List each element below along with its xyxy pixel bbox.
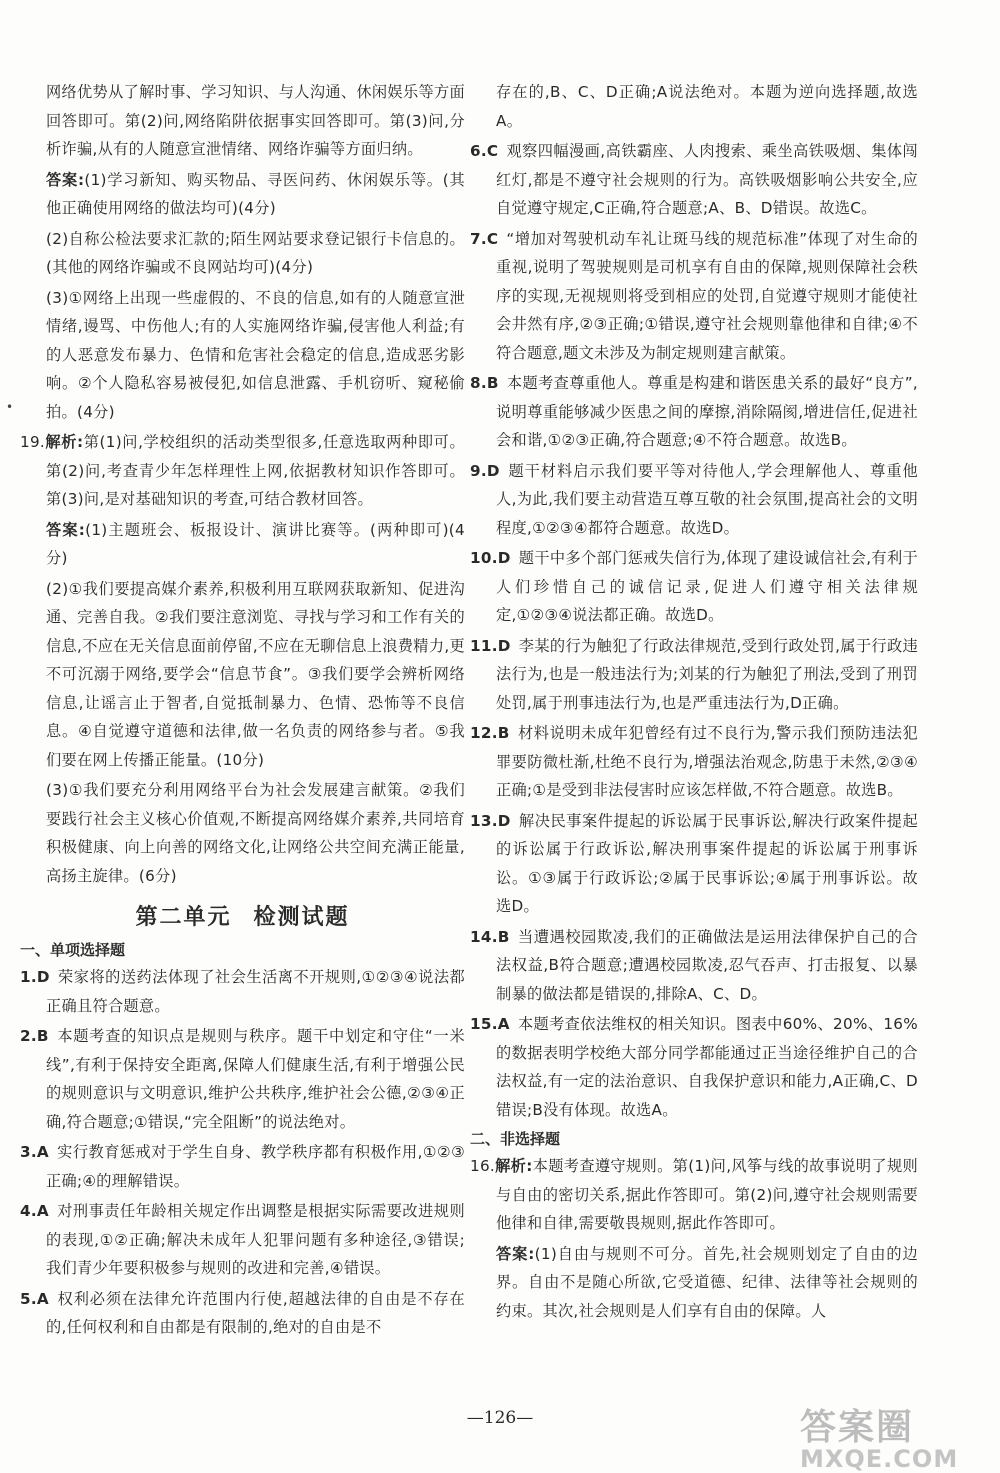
list-item (20, 1138, 465, 1195)
answer-part-1 (20, 166, 465, 223)
item-text: 当遭遇校园欺凌,我们的正确做法是运用法律保护自己的合法权益,B符合题意;遭遇校园欺凌,忍气吞声、打击报复、以暴制暴的做法都是错误的,排除A、C、D。 (496, 927, 918, 1003)
analysis-text: 第(1)问,学校组织的活动类型很多,任意选取两种即可。第(2)问,考查青少年怎样理性上网,依据教材知识作答即可。第(3)问,是对基础知识的考查,可结合教材回答。 (46, 433, 465, 508)
item-text: “增加对驾驶机动车礼让斑马线的规范标准”体现了对生命的重视,说明了驾驶规则是司机享有自由的保障,规则保障社会秩序的实现,无视规则将受到相应的处罚,自觉遵守规则才能使社会井然有序,②③正确;①错误,遵守社会规则靠他律和自律;④不符合题意,题文未涉及为制定规则建言献策。 (496, 229, 918, 362)
unit-title-main: 第二单元 (135, 904, 232, 930)
item-text: 对刑事责任年龄相关规定作出调整是根据实际需要改进规则的表现,①②正确;解决未成年人犯罪问题有多种途径,③错误;我们青少年要积极参与规则的改进和完善,④错误。 (46, 1202, 465, 1277)
list-item (470, 923, 918, 1009)
item-number: 7.C (470, 229, 499, 248)
question-16-answer (470, 1240, 918, 1326)
list-item (470, 225, 918, 368)
item-number: 1.D (20, 968, 50, 986)
answer-text: (1)主题班会、板报设计、演讲比赛等。(两种即可)(4分) (46, 520, 465, 567)
answer-part-2: (2)自称公检法要求汇款的;陌生网站要求登记银行卡信息的。(其他的网络诈骗或不良网站均可)(4分) (46, 229, 465, 276)
answer-text: (1)学习新知、购买物品、寻医问药、休闲娱乐等。(其他正确使用网络的做法均可)(4分) (46, 170, 465, 217)
item-text: 本题考查的知识点是规则与秩序。题干中划定和守住“一米线”,有利于保持安全距离,保障人们健康生活,有利于增强公民的规则意识与文明意识,维护公共秩序,维护社会公德,②③④正确,符合题意;①错误,“完全阻断”的说法绝对。 (46, 1027, 465, 1131)
unit-title (20, 900, 465, 931)
item-text: 题干材料启示我们要平等对待他人,学会理解他人、尊重他人,为此,我们要主动营造互尊互敬的社会氛围,提高社会的文明程度,①②③④都符合题意。故选D。 (496, 461, 918, 537)
item-number: 11.D (470, 636, 511, 655)
list-item (470, 632, 918, 718)
item-continuation: 存在的,B、C、D正确;A说法绝对。本题为逆向选择题,故选A。 (496, 83, 918, 130)
list-item (470, 544, 918, 630)
list-item (470, 369, 918, 455)
item-number: 4.A (20, 1202, 49, 1220)
item-number: 6.C (470, 142, 499, 160)
item-text: 本题考查依法维权的相关知识。图表中60%、20%、16%的数据表明学校绝大部分同学都能通过正当途径维护自己的合法权益,有一定的法治意识、自我保护意识和能力,A正确,C、D错误;B没有体现。故选A。 (496, 1015, 918, 1119)
section-heading-choice: 一、单项选择题 (20, 941, 126, 959)
item-text: 解决民事案件提起的诉讼属于民事诉讼,解决行政案件提起的诉讼属于行政诉讼,解决刑事案件提起的诉讼属于刑事诉讼。①③属于行政诉讼;②属于民事诉讼;④属于刑事诉讼。故选D。 (496, 811, 918, 915)
answer-label: 答案: (46, 520, 86, 539)
item-text: 观察四幅漫画,高铁霸座、人肉搜索、乘坐高铁吸烟、集体闯红灯,都是不遵守社会规则的行为。高铁吸烟影响公共安全,应自觉遵守规定,C正确,符合题意;A、B、D错误。故选C。 (496, 142, 918, 217)
analysis-continuation: 网络优势从了解时事、学习知识、与人沟通、休闲娱乐等方面回答即可。第(2)问,网络陷阱依据事实回答即可。第(3)问,分析诈骗,从有的人随意宣泄情绪、网络诈骗等方面归纳。 (46, 83, 465, 158)
watermark-logo (800, 1407, 996, 1473)
answer-part-3: (3)①网络上出现一些虚假的、不良的信息,如有的人随意宣泄情绪,谩骂、中伤他人;有的人实施网络诈骗,侵害他人利益;有的人恶意发布暴力、色情和危害社会稳定的信息,造成恶劣影响。②个人隐私容易被侵犯,如信息泄露、手机窃听、窥秘偷拍。(4分) (46, 288, 465, 421)
item-number: 5.A (20, 1289, 49, 1308)
answer-label: 答案: (46, 170, 85, 189)
list-item (20, 963, 465, 1020)
item-text: 荣家将的送药法体现了社会生活离不开规则,①②③④说法都正确且符合题意。 (46, 968, 465, 1015)
analysis-label: 解析: (45, 433, 84, 451)
page-number: —126— (466, 1408, 534, 1428)
item-number: 2.B (20, 1027, 49, 1045)
list-item (20, 1197, 465, 1283)
item-text: 实行教育惩戒对于学生自身、教学秩序都有积极作用,①②③正确;④的理解错误。 (46, 1143, 465, 1190)
right-column (470, 78, 918, 1327)
watermark-logo-text: 答案圈 (800, 1407, 915, 1448)
item-number: 13.D (470, 811, 511, 830)
item-text: 本题考查尊重他人。尊重是构建和谐医患关系的最好“良方”,说明尊重能够减少医患之间的摩擦,消除隔阂,增进信任,促进社会和谐,①②③正确,符合题意;④不符合题意。故选B。 (496, 374, 918, 449)
list-item (20, 1022, 465, 1136)
question-16-analysis (470, 1152, 918, 1238)
answer-text: (1)自由与规则不可分。首先,社会规则划定了自由的边界。自由不是随心所欲,它受道德、纪律、法律等社会规则的约束。其次,社会规则是人们享有自由的保障。人 (496, 1244, 919, 1320)
question-number: 19. (20, 433, 46, 451)
question-19-answer-1 (20, 516, 465, 573)
left-column (20, 78, 465, 1344)
item-text: 材料说明未成年犯曾经有过不良行为,警示我们预防违法犯罪要防微杜渐,杜绝不良行为,增强法治观念,防患于未然,②③④正确;①是受到非法侵害时应该怎样做,不符合题意。故选B。 (496, 724, 918, 799)
item-number: 14.B (470, 927, 510, 946)
question-number: 16. (470, 1157, 496, 1175)
item-number: 9.D (470, 461, 500, 480)
item-text: 李某的行为触犯了行政法律规范,受到行政处罚,属于行政违法行为,也是一般违法行为;刘某的行为触犯了刑法,受到了刑罚处罚,属于刑事违法行为,也是严重违法行为,D正确。 (496, 636, 918, 712)
question-19-answer-2: (2)①我们要提高媒介素养,积极利用互联网获取新知、促进沟通、完善自我。②我们要注意浏览、寻找与学习和工作有关的信息,不应在无关信息面前停留,不应在无聊信息上浪费精力,更不可沉溺于网络,要学会“信息节食”。③我们要学会辨析网络信息,让谣言止于智者,自觉抵制暴力、色情、恐怖等不良信息。④自觉遵守道德和法律,做一名负责的网络参与者。⑤我们要在网上传播正能量。(10分) (46, 579, 465, 769)
question-19-answer-3: (3)①我们要充分利用网络平台为社会发展建言献策。②我们要践行社会主义核心价值观,不断提高网络媒介素养,共同培育积极健康、向上向善的网络文化,让网络公共空间充满正能量,高扬主旋律。(6分) (46, 781, 465, 885)
list-item (20, 1285, 465, 1342)
item-number: 8.B (470, 374, 499, 392)
list-item (470, 137, 918, 223)
item-text: 权利必须在法律允许范围内行使,超越法律的自由是不存在的,任何权利和自由都是有限制的,绝对的自由是不 (46, 1289, 465, 1336)
item-number: 12.B (470, 724, 510, 742)
list-item (470, 457, 918, 543)
watermark-url: MXQE.COM (800, 1445, 959, 1473)
analysis-text: 本题考查遵守规则。第(1)问,风筝与线的故事说明了规则与自由的密切关系,据此作答即可。第(2)问,遵守社会规则需要他律和自律,需要敬畏规则,据此作答即可。 (496, 1157, 918, 1232)
item-number: 10.D (470, 549, 511, 567)
list-item (470, 807, 918, 921)
scan-mark: • (6, 400, 14, 414)
unit-title-sub: 检测试题 (253, 904, 350, 930)
item-number: 3.A (20, 1143, 49, 1161)
question-19-analysis (20, 428, 465, 514)
item-text: 题干中多个部门惩戒失信行为,体现了建设诚信社会,有利于人们珍惜自己的诚信记录,促进人们遵守相关法律规定,①②③④说法都正确。故选D。 (496, 549, 918, 624)
analysis-label: 解析: (495, 1157, 533, 1175)
section-heading-nonchoice: 二、非选择题 (470, 1130, 561, 1148)
answer-label: 答案: (496, 1244, 535, 1263)
list-item (470, 1010, 918, 1124)
item-number: 15.A (470, 1015, 510, 1033)
list-item (470, 719, 918, 805)
